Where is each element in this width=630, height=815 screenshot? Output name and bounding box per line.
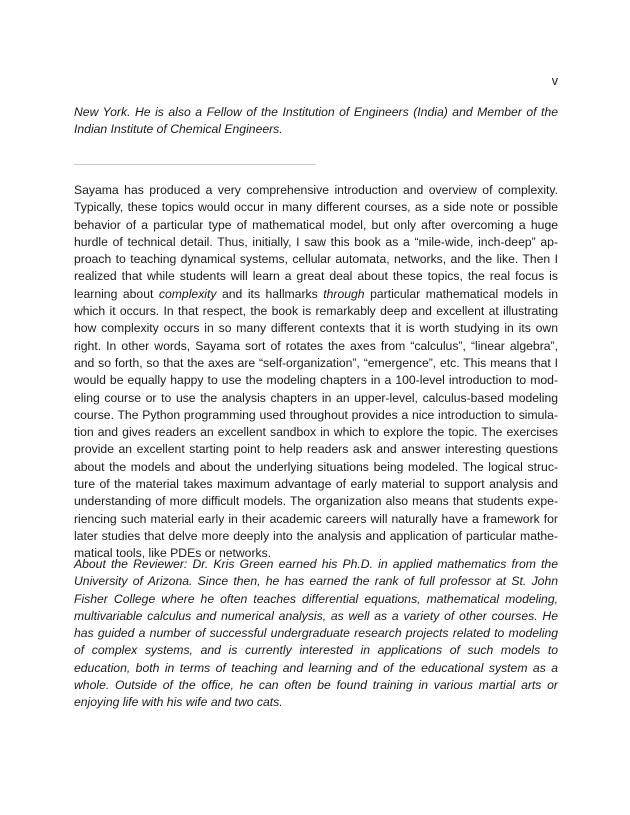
review-text-part-3: particular mathematical models in which it occurs. In that respect, the book is remarkably deep and excellent at illustrating how complexity occurs in so many different contexts that it is worth studying in its own right. In other words, Sayama sort of rotates the axes from “calculus”, “linear algebra”, and so forth, so that the axes are “self-organization”, “emergence”, etc. This means that I would be equally happy to use the modeling chapters in a 100-level introduction to modeling course or to use the analysis chapters in an upper-level, calculus-based modeling course. The Python programming used throughout provides a nice introduction to simulation and gives readers an excellent sandbox in which to explore the topic. The exercises provide an excellent starting point to help readers ask and answer interesting questions about the models and about the underlying situations being modeled. The logical structure of the material takes maximum advantage of early material to support analysis and understanding of more difficult models. The organization also means that students experiencing such material early in their academic careers will naturally have a framework for later studies that delve more deeply into the analysis and application of particular mathematical tools, like PDEs or networks. [74,286,559,561]
review-text-part-2: and its hallmarks [216,286,324,301]
review-text [74,182,558,563]
review-text-part-1: Sayama has produced a very comprehensive introduction and overview of complexity. Typically, these topics would occur in many different courses, as a side note or possible behavior of a particular type of mathematical model, but only after overcoming a huge hurdle of technical detail. Thus, initially, I saw this book as a “mile-wide, inch-deep” approach to teaching dynamical systems, cellular automata, networks, and the like. Then I realized that while students will learn a great deal about these topics, the real focus is learning about [74,183,558,301]
page-number: v [551,74,558,88]
review-paragraph [74,182,558,563]
section-divider [74,164,316,165]
review-emphasis-through: through [323,286,365,301]
about-the-reviewer: About the Reviewer: Dr. Kris Green earned his Ph.D. in applied mathematics from the University of Arizona. Since then, he has earned the rank of full professor at St. John Fisher College where he often teaches differential equations, mathematical modeling, multivariable calculus and numerical analysis, as well as a variety of other courses. He has guided a number of successful undergraduate research projects related to modeling of complex systems, and is currently interested in applications of such models to education, both in terms of teaching and learning and of the educational system as a whole. Outside of the office, he can often be found training in various martial arts or enjoying life with his wife and two cats. [74,557,558,710]
previous-reviewer-bio-continuation: New York. He is also a Fellow of the Institution of Engineers (India) and Member of the Indian Institute of Chemical Engineers. [74,105,558,137]
review-emphasis-complexity: complexity [158,286,217,301]
